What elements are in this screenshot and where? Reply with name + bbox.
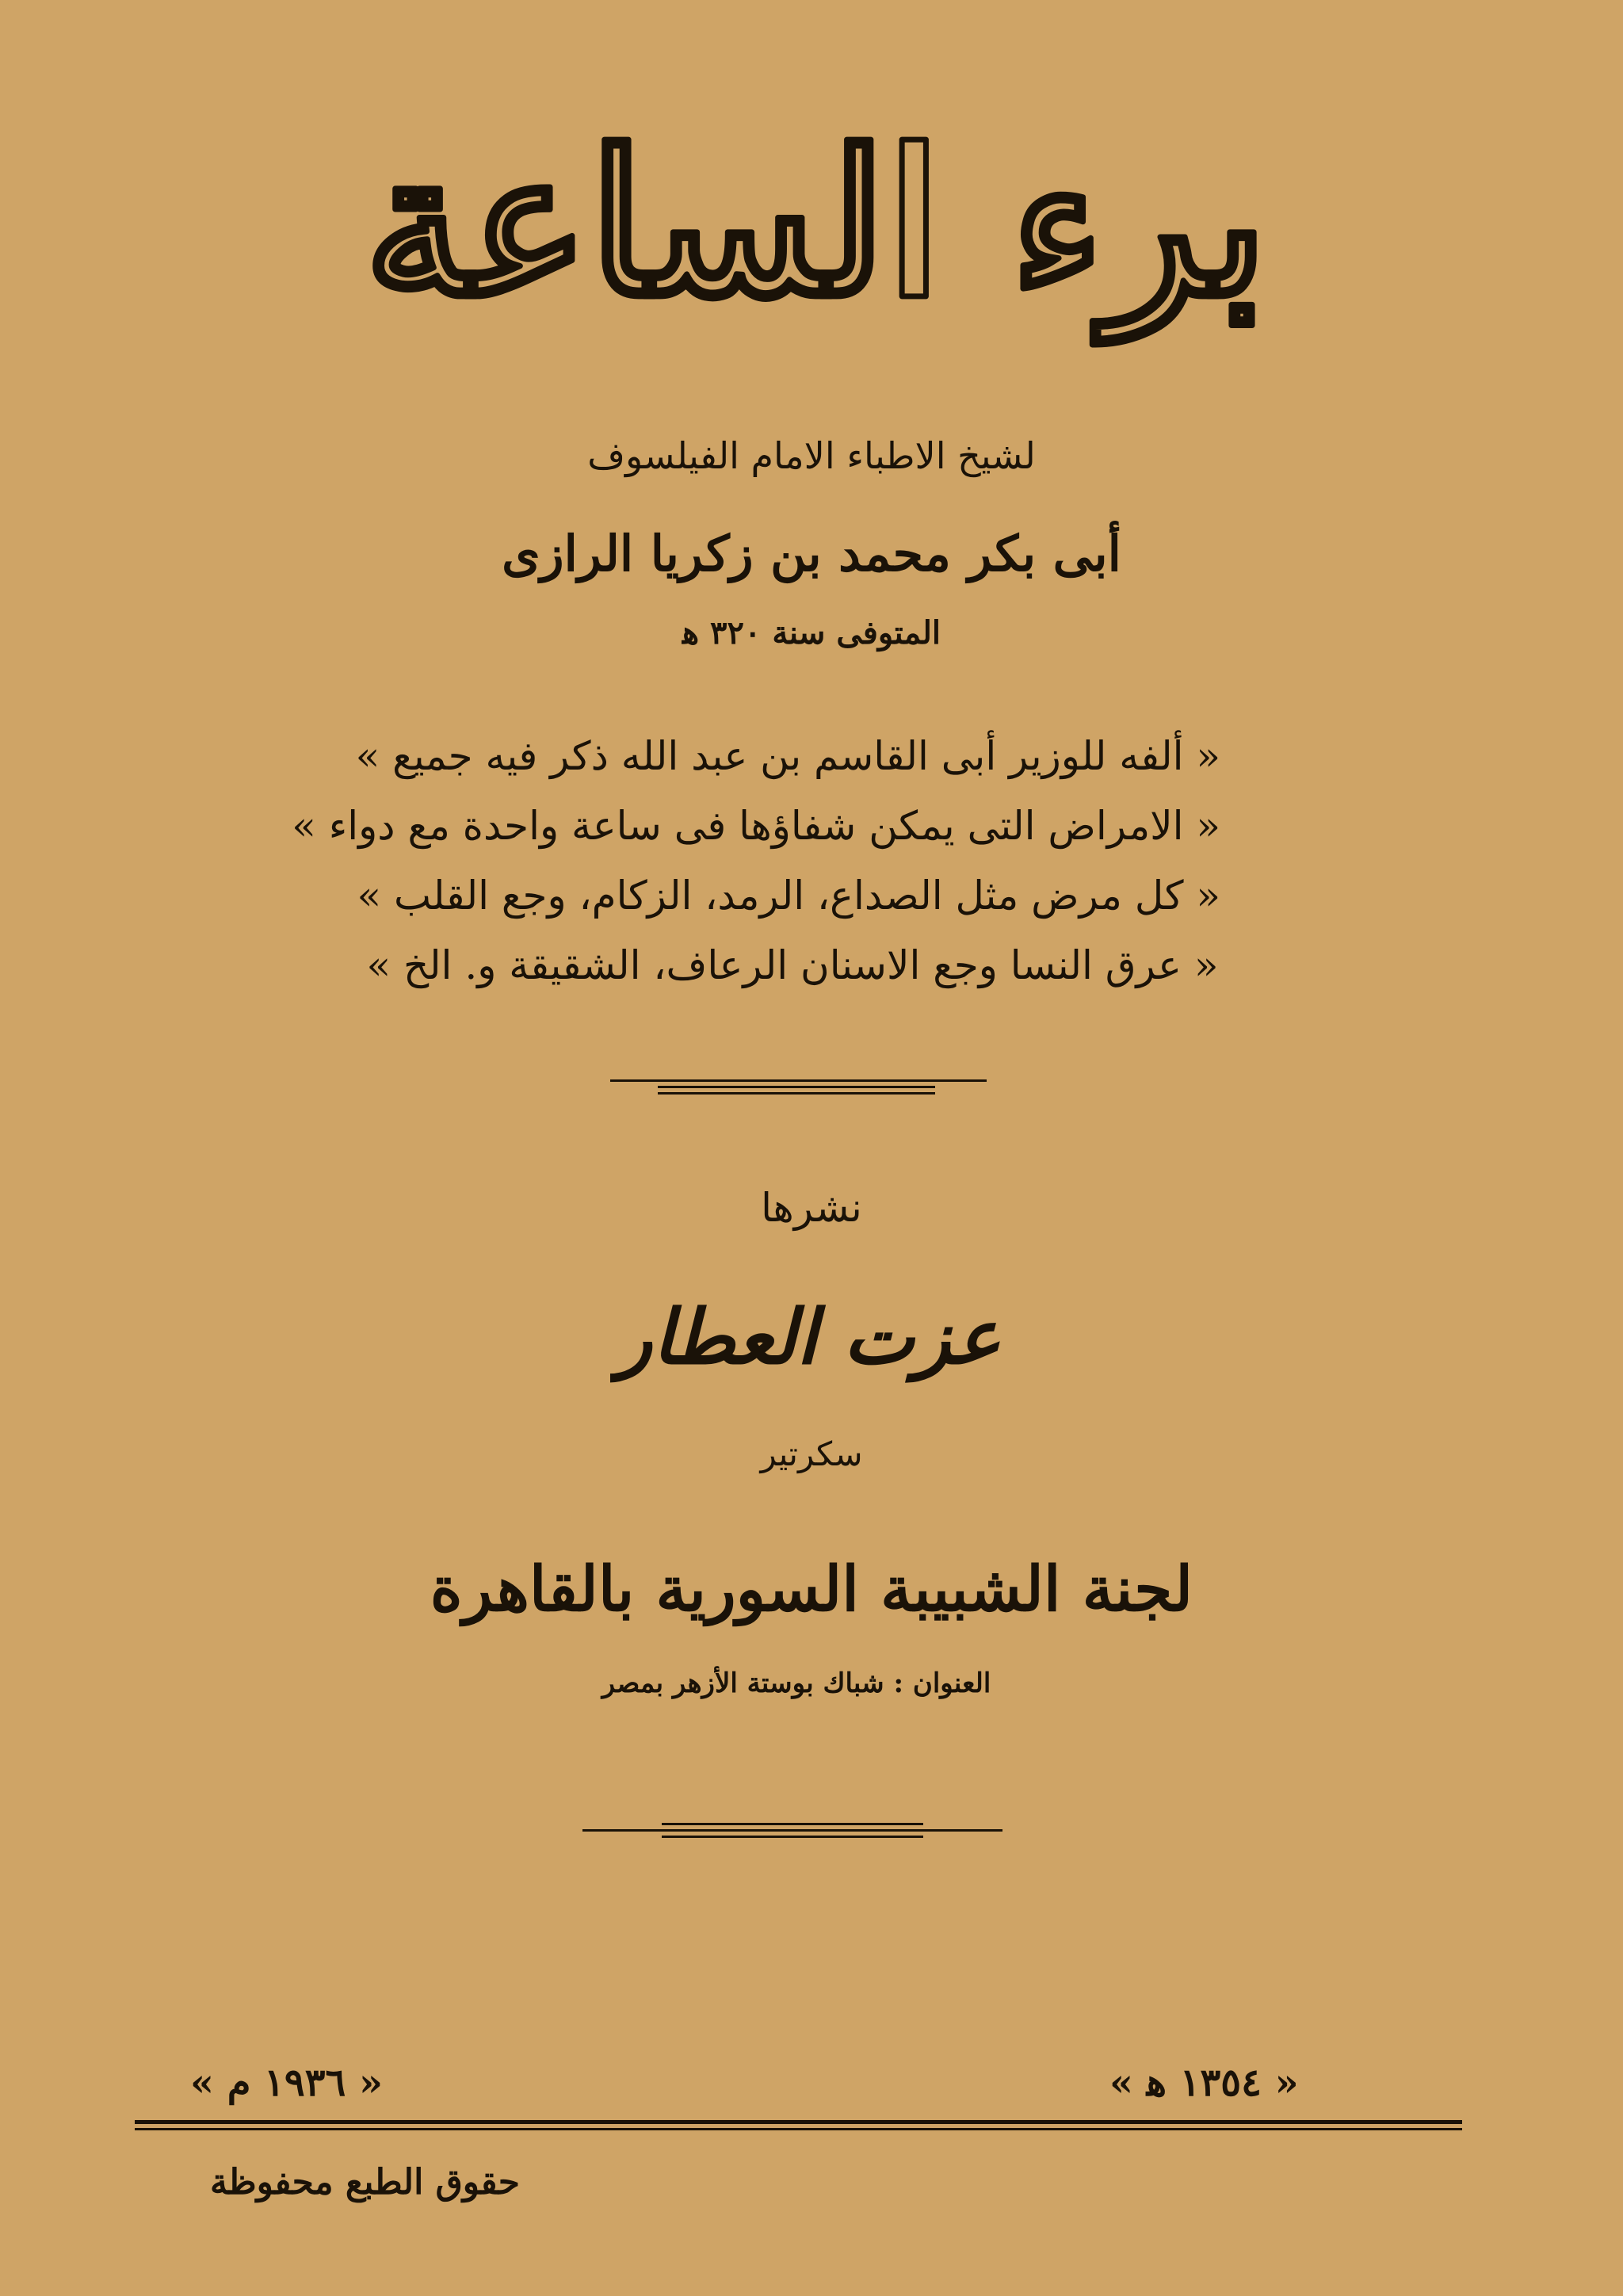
death-date: المتوفى سنة ٣٢٠ ﻫ (682, 614, 941, 651)
svg-text:برء الساعة: برء الساعة (364, 107, 1269, 340)
copyright-notice: حقوق الطبع محفوظة (210, 2162, 520, 2202)
bottom-rule (135, 2120, 1462, 2134)
divider-rule (582, 1823, 1002, 1842)
svg-text:عزت العطار: عزت العطار (616, 1293, 1001, 1381)
divider-rule (610, 1079, 987, 1098)
description-line: « ألفه للوزير أبى القاسم بن عبد الله ذكر فيه جميع » (355, 733, 1220, 779)
gregorian-date: « ١٩٣٦ م » (190, 2061, 383, 2105)
address: العنوان : شباك بوستة الأزهر بمصر (601, 1668, 991, 1699)
publisher-signature (610, 1284, 1006, 1395)
book-title (341, 95, 1292, 365)
publisher-role: سكرتير (760, 1435, 863, 1473)
author-prefix: لشيخ الاطباء الامام الفيلسوف (587, 434, 1036, 477)
description-line: « الامراض التى يمكن شفاؤها فى ساعة واحدة مع دواء » (292, 803, 1220, 849)
author-name: أبى بكر محمد بن زكريا الرازى (502, 525, 1121, 583)
hijri-date: « ١٣٥٤ ﻫ » (1109, 2061, 1299, 2105)
description-line: « عرق النسا وجع الاسنان الرعاف، الشقيقة و. الخ » (366, 942, 1219, 988)
description-line: « كل مرض مثل الصداع، الرمد، الزكام، وجع القلب » (357, 873, 1220, 919)
published-by-label: نشرها (761, 1185, 862, 1231)
organization-name: لجنة الشبيبة السورية بالقاهرة (430, 1553, 1193, 1626)
